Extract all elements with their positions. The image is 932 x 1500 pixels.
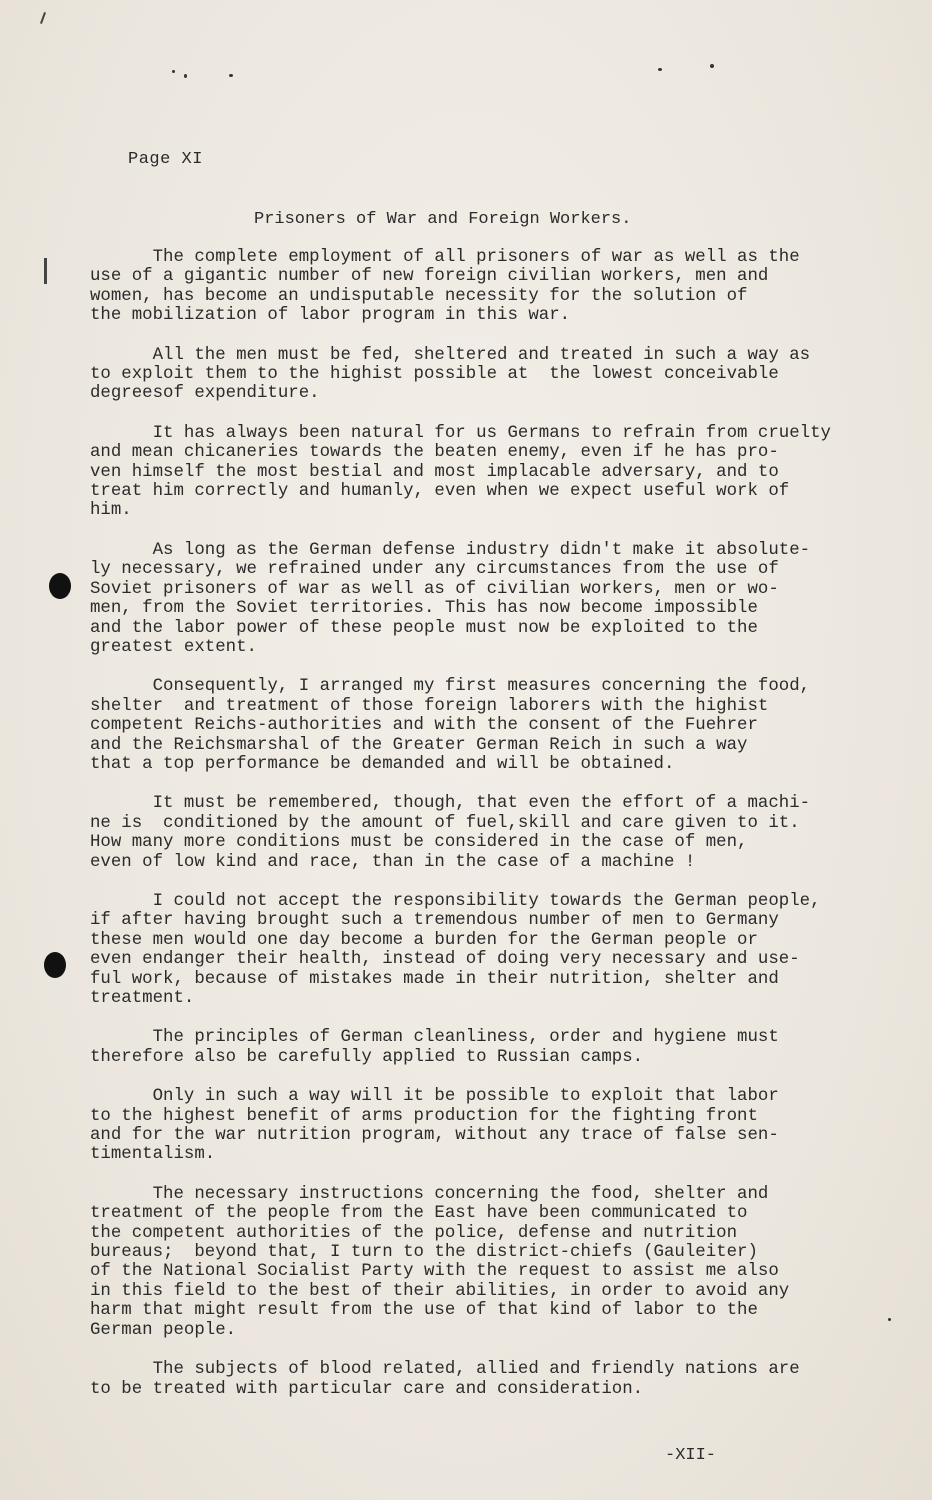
margin-mark	[44, 258, 47, 284]
paragraph: Only in such a way will it be possible to exploit that labor to the highest benefit of arms production for the fighting front and for the war nutrition program, without any trace of false sen- timentalism.	[90, 1087, 779, 1165]
speck	[184, 74, 187, 78]
paragraph: The principles of German cleanliness, order and hygiene must therefore also be carefully applied to Russian camps.	[90, 1028, 779, 1067]
paragraph: It has always been natural for us Germans to refrain from cruelty and mean chicaneries towards the beaten enemy, even if he has pro- ven himself the most bestial and most implacable adversary, and to treat him correctly and humanly, even when we expect useful work of him.	[90, 423, 831, 521]
paragraph: All the men must be fed, sheltered and treated in such a way as to exploit them to the highist possible at the lowest conceivable degreesof expenditure.	[90, 345, 811, 404]
page-label: Page XI	[128, 150, 203, 169]
punch-hole	[44, 952, 66, 978]
speck	[658, 68, 662, 71]
document-body	[90, 248, 890, 1419]
page-number-footer: -XII-	[665, 1446, 717, 1465]
paragraph: The subjects of blood related, allied and friendly nations are to be treated with particular care and consideration.	[90, 1360, 800, 1399]
speck	[172, 70, 175, 73]
paragraph: The complete employment of all prisoners of war as well as the use of a gigantic number of new foreign civilian workers, men and women, has become an undisputable necessity for the solution of the mobilization of labor program in this war.	[90, 248, 800, 326]
paragraph: Consequently, I arranged my first measures concerning the food, shelter and treatment of those foreign laborers with the highist competent Reichs-authorities and with the consent of the Fuehrer and the Reichsmarshal of the Greater German Reich in such a way that a top performance be demanded and will be obtained.	[90, 677, 811, 774]
corner-mark	[40, 12, 46, 24]
paragraph: As long as the German defense industry didn't make it absolute- ly necessary, we refrained under any circumstances from the use of Soviet prisoners of war as well as of civilian workers, men or wo- men, from the Soviet territories. This has now become impossible and the labor power of these people must now be exploited to the greatest extent.	[90, 540, 811, 657]
punch-hole	[49, 573, 71, 599]
document-title: Prisoners of War and Foreign Workers.	[254, 210, 632, 229]
paragraph: The necessary instructions concerning the food, shelter and treatment of the people from the East have been communicated to the competent authorities of the police, defense and nutrition bureaus; beyond that, I turn to the district-chiefs (Gauleiter) of the National Socialist Party with the request to assist me also in this field to the best of their abilities, in order to avoid any harm that might result from the use of that kind of labor to the German people.	[90, 1184, 790, 1340]
speck	[710, 64, 714, 68]
speck	[229, 74, 233, 77]
paragraph: It must be remembered, though, that even the effort of a machi- ne is conditioned by the amount of fuel,skill and care given to it. How many more conditions must be considered in the case of men, even of low kind and race, than in the case of a machine !	[90, 794, 811, 872]
paragraph: I could not accept the responsibility towards the German people, if after having brought such a tremendous number of men to Germany these men would one day become a burden for the German people or even endanger their health, instead of doing very necessary and use- ful work, because of mistakes made in their nutrition, shelter and treatment.	[90, 891, 821, 1008]
